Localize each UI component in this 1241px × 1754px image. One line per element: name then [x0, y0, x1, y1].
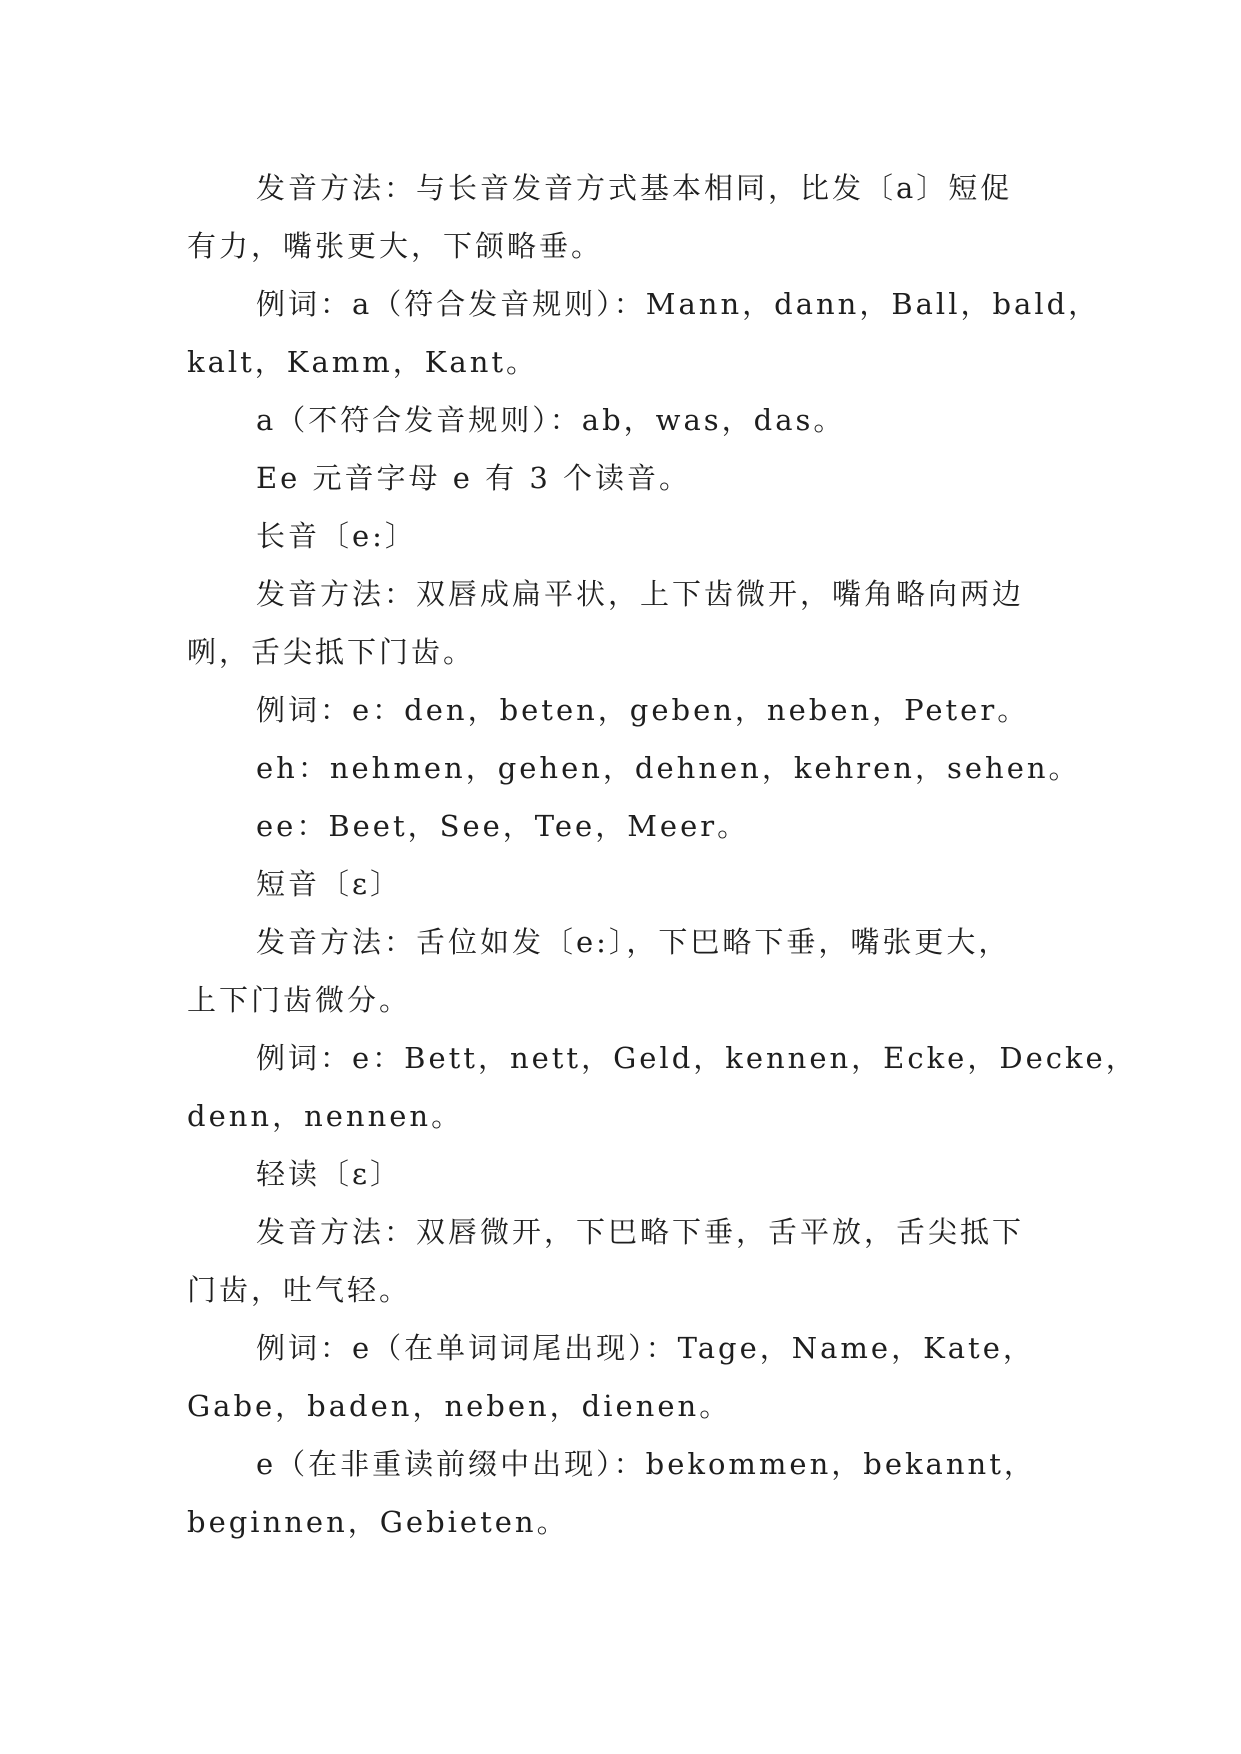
text-line: 发音方法：舌位如发〔e:〕，下巴略下垂，嘴张更大，	[256, 925, 1011, 959]
text-line: 长音〔e:〕	[256, 519, 417, 553]
text-line: 发音方法：与长音发音方式基本相同，比发〔a〕短促	[256, 171, 1013, 205]
text-line: 例词：a（符合发音规则）：Mann，dann，Ball，bald，	[256, 287, 1101, 321]
text-line: 短音〔ε〕	[256, 867, 403, 901]
text-line: beginnen，Gebieten。	[187, 1505, 569, 1539]
text-line: eh：nehmen，gehen，dehnen，kehren，sehen。	[256, 751, 1081, 785]
text-line: Ee 元音字母 e 有 3 个读音。	[256, 461, 692, 495]
text-line: 上下门齿微分。	[187, 983, 412, 1017]
text-line: ee：Beet，See，Tee，Meer。	[256, 809, 750, 843]
text-line: 门齿，吐气轻。	[187, 1273, 412, 1307]
text-line: 发音方法：双唇成扁平状，上下齿微开，嘴角略向两边	[256, 577, 1025, 611]
text-line: e（在非重读前缀中出现）：bekommen，bekannt，	[256, 1447, 1036, 1481]
text-line: 轻读〔ε〕	[256, 1157, 403, 1191]
text-line: kalt，Kamm，Kant。	[187, 345, 539, 379]
text-line: 发音方法：双唇微开，下巴略下垂，舌平放，舌尖抵下	[256, 1215, 1025, 1249]
text-line: denn，nennen。	[187, 1099, 464, 1133]
text-line: 例词：e（在单词词尾出现）：Tage，Name，Kate，	[256, 1331, 1035, 1365]
text-line: 有力，嘴张更大，下颌略垂。	[187, 229, 604, 263]
text-line: 咧，舌尖抵下门齿。	[187, 635, 476, 669]
text-line: Gabe，baden，neben，dienen。	[187, 1389, 732, 1423]
text-line: 例词：e：Bett，nett，Geld，kennen，Ecke，Decke，	[256, 1041, 1138, 1075]
document-body	[187, 159, 1138, 1551]
text-line: a（不符合发音规则）：ab，was，das。	[256, 403, 846, 437]
text-line: 例词：e：den，beten，geben，neben，Peter。	[256, 693, 1030, 727]
